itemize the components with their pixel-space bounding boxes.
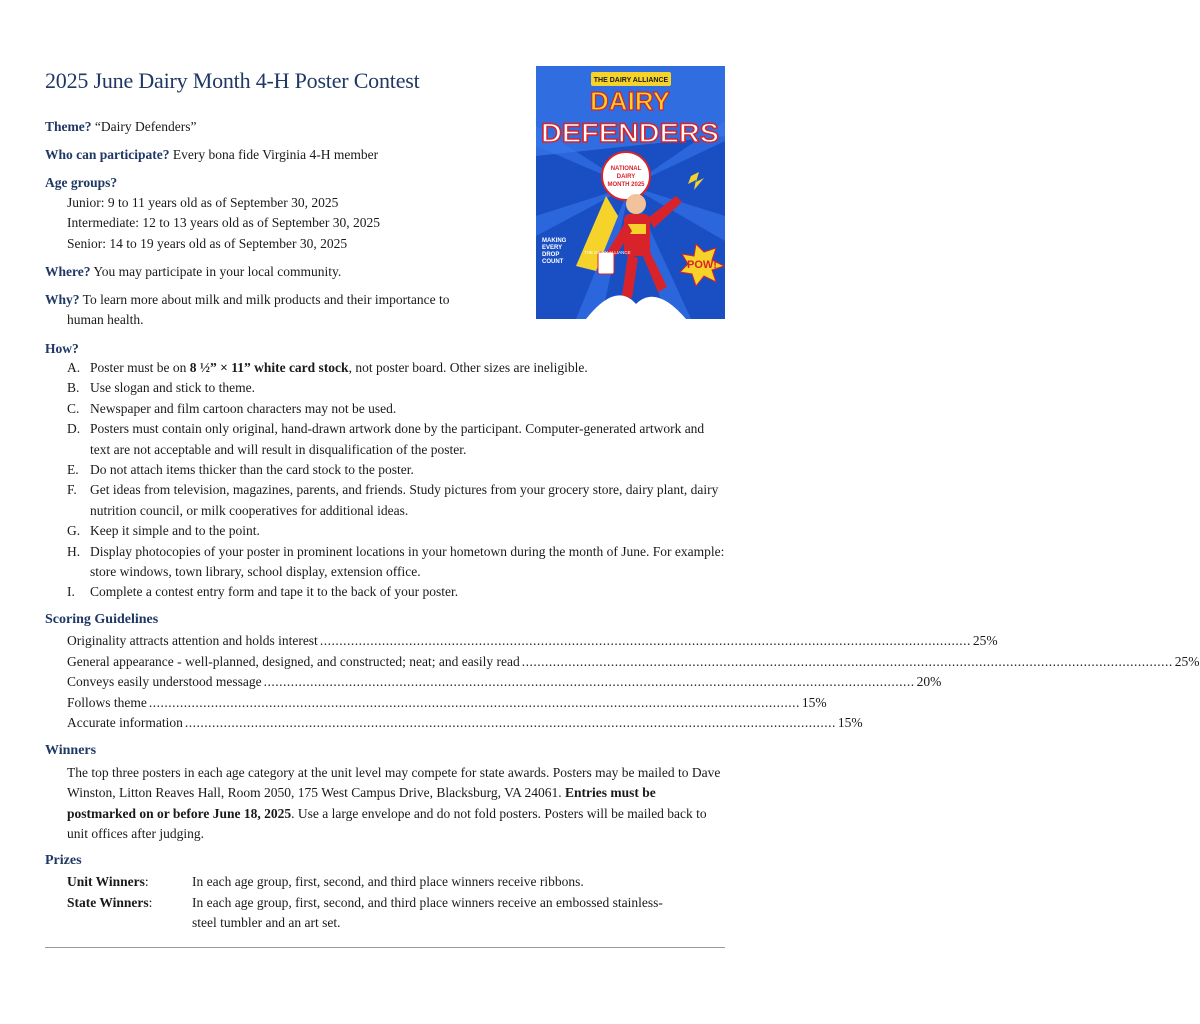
scoring-criterion: General appearance - well-planned, designed, and constructed; neat; and easily read	[67, 653, 520, 669]
winners-text	[67, 763, 727, 844]
why-line	[45, 290, 450, 310]
how-item-text: Display photocopies of your poster in prominent locations in your hometown during the month of June. For example: store windows, town library, school display, extension office.	[90, 543, 725, 580]
card-stock-requirement: 8 ½” × 11” white card stock	[189, 360, 349, 375]
age-group-senior: Senior: 14 to 19 years old as of September 30, 2025	[67, 235, 348, 251]
age-groups-list	[67, 193, 380, 254]
how-item	[67, 480, 727, 521]
prize-tier-name: State Winners	[67, 894, 149, 910]
scoring-criterion: Conveys easily understood message	[67, 674, 262, 689]
scoring-row	[67, 652, 1200, 673]
dot-leader: ........................................................................................................................................................................	[184, 715, 836, 730]
prizes-list	[67, 872, 687, 934]
theme-value: “Dairy Defenders”	[94, 119, 197, 134]
prize-tier-colon: :	[144, 874, 149, 889]
where-value: You may participate in your local community.	[93, 264, 342, 279]
svg-text:COUNT: COUNT	[542, 259, 564, 265]
why-label: Why?	[45, 292, 80, 307]
theme-label: Theme?	[45, 119, 92, 134]
prize-tier-name: Unit Winners	[67, 874, 145, 889]
how-item	[67, 460, 727, 480]
how-label: How?	[45, 341, 79, 356]
age-groups-label: Age groups?	[45, 175, 118, 190]
how-item	[67, 358, 727, 378]
hero-head	[626, 194, 646, 214]
why-value-cont: human health.	[67, 312, 144, 327]
scoring-row	[67, 631, 998, 652]
how-item-letter: E.	[67, 462, 79, 478]
where-label: Where?	[45, 264, 91, 279]
winners-text-post: . Use a large envelope and do not fold posters. Posters will be mailed back to unit offices after judging.	[67, 805, 707, 841]
how-list	[67, 358, 727, 603]
scoring-row	[67, 693, 827, 714]
who-label: Who can participate?	[45, 147, 170, 162]
scoring-criterion: Follows theme	[67, 694, 147, 710]
how-item-text: Complete a contest entry form and tape it to the back of your poster.	[90, 584, 459, 600]
dot-leader: ........................................................................................................................................................................	[319, 633, 971, 648]
dot-leader: ........................................................................................................................................................................	[263, 674, 915, 689]
how-item-text-post: , not poster board. Other sizes are ineligible.	[348, 360, 588, 375]
hero-milk-carton	[598, 252, 614, 274]
how-item-letter: I.	[67, 584, 75, 600]
poster-month-badge	[602, 152, 650, 200]
poster-word-defenders: DEFENDERS	[541, 118, 719, 148]
how-item	[67, 542, 727, 583]
dot-leader: ........................................................................................................................................................................	[521, 653, 1173, 669]
prize-tier-colon: :	[148, 894, 153, 910]
winners-text-pre: The top three posters in each age category at the unit level may compete for state awards. Posters may be mailed to Dave Winston, Litton Reaves Hall, Room 2050, 175 West Campus Drive, Blacksburg, VA 24061.	[67, 765, 721, 801]
scoring-percent: 15%	[837, 715, 863, 730]
prize-description: In each age group, first, second, and third place winners receive an embossed stainless-steel tumbler and an art set.	[192, 894, 663, 930]
scoring-row	[67, 672, 942, 693]
winners-label: Winners	[45, 743, 97, 758]
scoring-percent: 15%	[801, 694, 827, 710]
how-item	[67, 582, 727, 602]
how-item-text: Use slogan and stick to theme.	[90, 380, 255, 396]
poster-brand-text: THE DAIRY ALLIANCE	[593, 77, 669, 84]
how-item-letter: D.	[67, 421, 81, 437]
scoring-percent: 25%	[1174, 653, 1200, 669]
where-line	[45, 262, 341, 282]
theme-line	[45, 117, 196, 137]
prizes-label: Prizes	[45, 853, 82, 868]
how-item-letter: B.	[67, 380, 80, 396]
dot-leader: ........................................................................................................................................................................	[148, 694, 800, 710]
how-item-text: Posters must contain only original, hand-drawn artwork done by the participant. Computer-generated artwork and text are not acceptable and will result in disqualification of the poster.	[90, 421, 705, 457]
scoring-percent: 20%	[916, 674, 942, 689]
prize-row	[67, 893, 687, 934]
how-item	[67, 419, 727, 460]
dairy-defenders-poster-image	[536, 66, 725, 319]
svg-text:EVERY: EVERY	[542, 245, 563, 251]
prize-tier	[67, 893, 192, 934]
how-item	[67, 521, 727, 541]
scoring-label: Scoring Guidelines	[45, 612, 159, 627]
page-title: 2025 June Dairy Month 4-H Poster Contest	[45, 68, 420, 93]
poster-alliance-logo-text: THE DAIRY ALLIANCE	[584, 250, 631, 255]
scoring-criterion: Accurate information	[67, 715, 183, 730]
postmark-deadline: Entries must be postmarked on or before June 18, 2025	[67, 785, 656, 821]
poster-badge-line3: MONTH 2025	[607, 182, 645, 188]
how-item-text: Get ideas from television, magazines, parents, and friends. Study pictures from your grocery store, dairy plant, dairy nutrition council, or milk cooperatives for additional ideas.	[90, 482, 719, 518]
poster-badge-line1: NATIONAL	[610, 166, 642, 172]
who-line	[45, 145, 378, 165]
poster-pow-text: POW!	[687, 259, 717, 271]
age-group-intermediate: Intermediate: 12 to 13 years old as of September 30, 2025	[67, 215, 381, 231]
how-item-letter: C.	[67, 400, 80, 416]
scoring-row	[67, 713, 863, 734]
how-item-text: Keep it simple and to the point.	[90, 523, 260, 539]
poster-word-dairy: DAIRY	[590, 86, 670, 116]
svg-text:MAKING: MAKING	[542, 238, 567, 244]
how-item	[67, 378, 727, 398]
how-item	[67, 399, 727, 419]
age-group-junior: Junior: 9 to 11 years old as of September 30, 2025	[67, 195, 339, 210]
svg-text:DROP: DROP	[542, 252, 560, 258]
how-item-letter: F.	[67, 482, 77, 498]
how-item-letter: H.	[67, 543, 81, 559]
poster-badge-line2: DAIRY	[616, 174, 636, 180]
prize-tier	[67, 872, 192, 893]
who-value: Every bona fide Virginia 4-H member	[172, 147, 379, 162]
how-item-letter: G.	[67, 523, 81, 539]
prize-row	[67, 872, 687, 893]
why-value: To learn more about milk and milk products and their importance to	[82, 292, 450, 307]
how-item-text: Do not attach items thicker than the card stock to the poster.	[90, 462, 414, 478]
prize-description: In each age group, first, second, and third place winners receive ribbons.	[192, 874, 584, 889]
how-item-text-pre: Poster must be on	[90, 360, 190, 375]
scoring-percent: 25%	[972, 633, 998, 648]
how-item-letter: A.	[67, 360, 81, 375]
footer-divider	[45, 947, 725, 948]
scoring-criterion: Originality attracts attention and holds interest	[67, 633, 318, 648]
scoring-list	[67, 631, 1200, 734]
how-item-text: Newspaper and film cartoon characters may not be used.	[90, 400, 397, 416]
